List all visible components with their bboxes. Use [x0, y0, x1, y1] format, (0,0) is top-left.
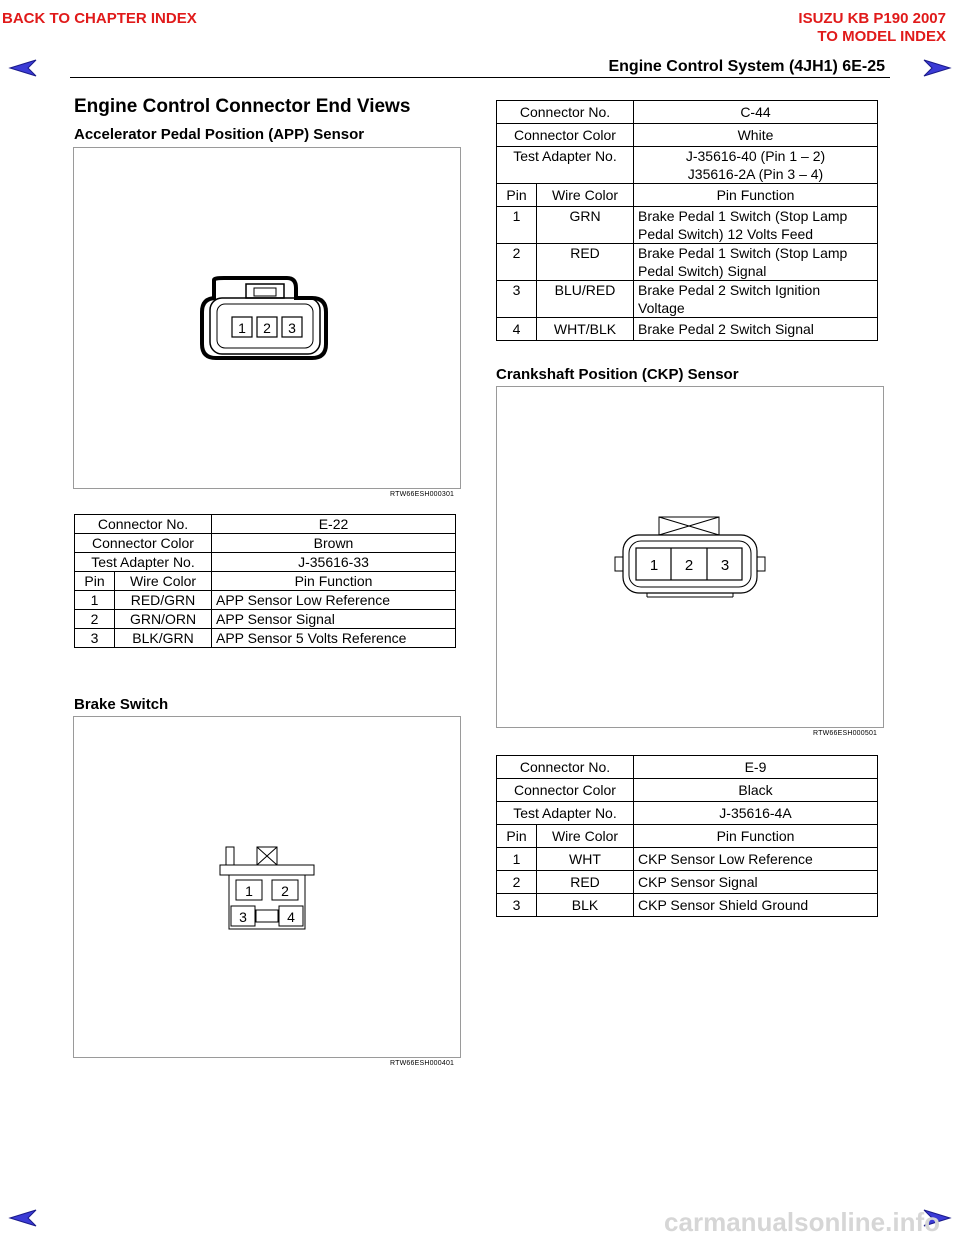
table-row	[497, 147, 878, 184]
table-cell: 3	[497, 894, 537, 917]
table-header-cell: Wire Color	[115, 572, 212, 591]
table-cell: White	[634, 124, 878, 147]
table-cell: BLK/GRN	[115, 629, 212, 648]
page-header-title: Engine Control System (4JH1) 6E-25	[608, 58, 885, 75]
app-figure-code: RTW66ESH000301	[390, 491, 455, 498]
table-row	[497, 779, 878, 802]
table-cell: Test Adapter No.	[497, 147, 634, 184]
table-cell: 2	[497, 871, 537, 894]
table-row	[497, 101, 878, 124]
table-cell	[634, 207, 878, 244]
table-row	[497, 318, 878, 341]
table-row	[497, 756, 878, 779]
brake-connector-figure	[73, 716, 461, 1058]
to-model-index-link[interactable]: TO MODEL INDEX	[817, 28, 946, 45]
function-line: Brake Pedal 1 Switch (Stop Lamp	[638, 208, 848, 224]
app-connector-drawing	[74, 148, 460, 488]
table-cell: Connector Color	[497, 779, 634, 802]
table-cell: Connector Color	[497, 124, 634, 147]
ckp-connector-drawing	[497, 387, 883, 727]
table-cell: Connector No.	[497, 101, 634, 124]
table-row	[497, 281, 878, 318]
table-row	[497, 124, 878, 147]
table-cell: Connector No.	[75, 515, 212, 534]
table-cell: 3	[75, 629, 115, 648]
adapter-line: J35616-2A (Pin 3 – 4)	[687, 166, 824, 182]
table-row	[75, 629, 456, 648]
brake-pin-label: 3	[239, 909, 247, 925]
table-cell: Brown	[212, 534, 456, 553]
function-line: Pedal Switch) 12 Volts Feed	[638, 226, 814, 242]
table-cell: Connector No.	[497, 756, 634, 779]
table-cell: J-35616-4A	[634, 802, 878, 825]
app-connector-table	[74, 514, 456, 648]
table-cell: 2	[497, 244, 537, 281]
table-cell: APP Sensor Low Reference	[212, 591, 456, 610]
brake-pin-label: 1	[245, 883, 253, 899]
section-title: Engine Control Connector End Views	[74, 96, 411, 117]
table-cell: BLU/RED	[537, 281, 634, 318]
table-cell: 1	[497, 848, 537, 871]
brake-connector-table	[496, 100, 878, 341]
ckp-connector-table	[496, 755, 878, 917]
table-row	[497, 894, 878, 917]
table-cell: CKP Sensor Low Reference	[634, 848, 878, 871]
function-line: Voltage	[638, 300, 685, 316]
table-cell: Test Adapter No.	[497, 802, 634, 825]
table-header-cell: Pin	[497, 825, 537, 848]
brake-figure-code: RTW66ESH000401	[390, 1060, 455, 1067]
table-header-cell: Pin Function	[634, 184, 878, 207]
table-cell: RED/GRN	[115, 591, 212, 610]
table-cell: J-35616-33	[212, 553, 456, 572]
table-cell: BLK	[537, 894, 634, 917]
previous-page-arrow-icon[interactable]	[8, 1208, 38, 1228]
app-connector-figure	[73, 147, 461, 489]
table-header-cell: Wire Color	[537, 825, 634, 848]
table-cell: E-22	[212, 515, 456, 534]
table-row	[75, 610, 456, 629]
table-row	[497, 802, 878, 825]
table-row	[75, 553, 456, 572]
table-header-row	[497, 184, 878, 207]
table-row	[497, 207, 878, 244]
table-cell: GRN	[537, 207, 634, 244]
app-pin-label: 2	[263, 320, 271, 336]
watermark: carmanualsonline.info	[664, 1207, 940, 1237]
table-header-cell: Pin	[497, 184, 537, 207]
app-pin-label: 1	[238, 320, 246, 336]
table-cell: GRN/ORN	[115, 610, 212, 629]
brake-switch-heading: Brake Switch	[74, 696, 169, 713]
table-cell: C-44	[634, 101, 878, 124]
table-row	[75, 591, 456, 610]
table-cell: CKP Sensor Shield Ground	[634, 894, 878, 917]
table-cell: RED	[537, 871, 634, 894]
table-header-cell: Pin Function	[634, 825, 878, 848]
table-cell: Test Adapter No.	[75, 553, 212, 572]
table-cell	[634, 147, 878, 184]
brake-pin-label: 2	[281, 883, 289, 899]
table-row	[497, 244, 878, 281]
table-cell: 4	[497, 318, 537, 341]
table-cell: CKP Sensor Signal	[634, 871, 878, 894]
table-row	[497, 871, 878, 894]
table-row	[497, 848, 878, 871]
ckp-figure-code: RTW66ESH000501	[813, 730, 878, 737]
function-line: Brake Pedal 1 Switch (Stop Lamp	[638, 245, 848, 261]
table-cell: WHT/BLK	[537, 318, 634, 341]
next-page-arrow-icon[interactable]	[922, 58, 952, 78]
ckp-connector-figure	[496, 386, 884, 728]
ckp-sensor-heading: Crankshaft Position (CKP) Sensor	[496, 366, 739, 383]
table-cell: 1	[75, 591, 115, 610]
table-header-cell: Wire Color	[537, 184, 634, 207]
table-header-row	[497, 825, 878, 848]
adapter-line: J-35616-40 (Pin 1 – 2)	[685, 148, 826, 164]
app-sensor-heading: Accelerator Pedal Position (APP) Sensor	[74, 126, 365, 143]
table-cell: APP Sensor 5 Volts Reference	[212, 629, 456, 648]
table-cell	[634, 281, 878, 318]
table-cell: 2	[75, 610, 115, 629]
table-cell	[634, 244, 878, 281]
table-cell: WHT	[537, 848, 634, 871]
table-cell: RED	[537, 244, 634, 281]
back-to-chapter-index-link[interactable]: BACK TO CHAPTER INDEX	[2, 10, 197, 27]
table-cell: Connector Color	[75, 534, 212, 553]
table-cell: Brake Pedal 2 Switch Signal	[634, 318, 878, 341]
ckp-pin-label: 1	[649, 557, 659, 574]
ckp-pin-label: 3	[720, 557, 730, 574]
brake-connector-drawing	[74, 717, 460, 1057]
ckp-pin-label: 2	[684, 557, 694, 574]
table-header-row	[75, 572, 456, 591]
function-line: Brake Pedal 2 Switch Ignition	[638, 282, 821, 298]
header-rule	[70, 77, 890, 78]
table-header-cell: Pin Function	[212, 572, 456, 591]
table-row	[75, 515, 456, 534]
table-cell: Black	[634, 779, 878, 802]
brake-pin-label: 4	[287, 909, 295, 925]
table-cell: APP Sensor Signal	[212, 610, 456, 629]
function-line: Pedal Switch) Signal	[638, 263, 767, 279]
previous-page-arrow-icon[interactable]	[8, 58, 38, 78]
model-title-link[interactable]: ISUZU KB P190 2007	[798, 10, 946, 27]
table-cell: 3	[497, 281, 537, 318]
table-cell: E-9	[634, 756, 878, 779]
table-row	[75, 534, 456, 553]
app-pin-label: 3	[288, 320, 296, 336]
table-header-cell: Pin	[75, 572, 115, 591]
table-cell: 1	[497, 207, 537, 244]
